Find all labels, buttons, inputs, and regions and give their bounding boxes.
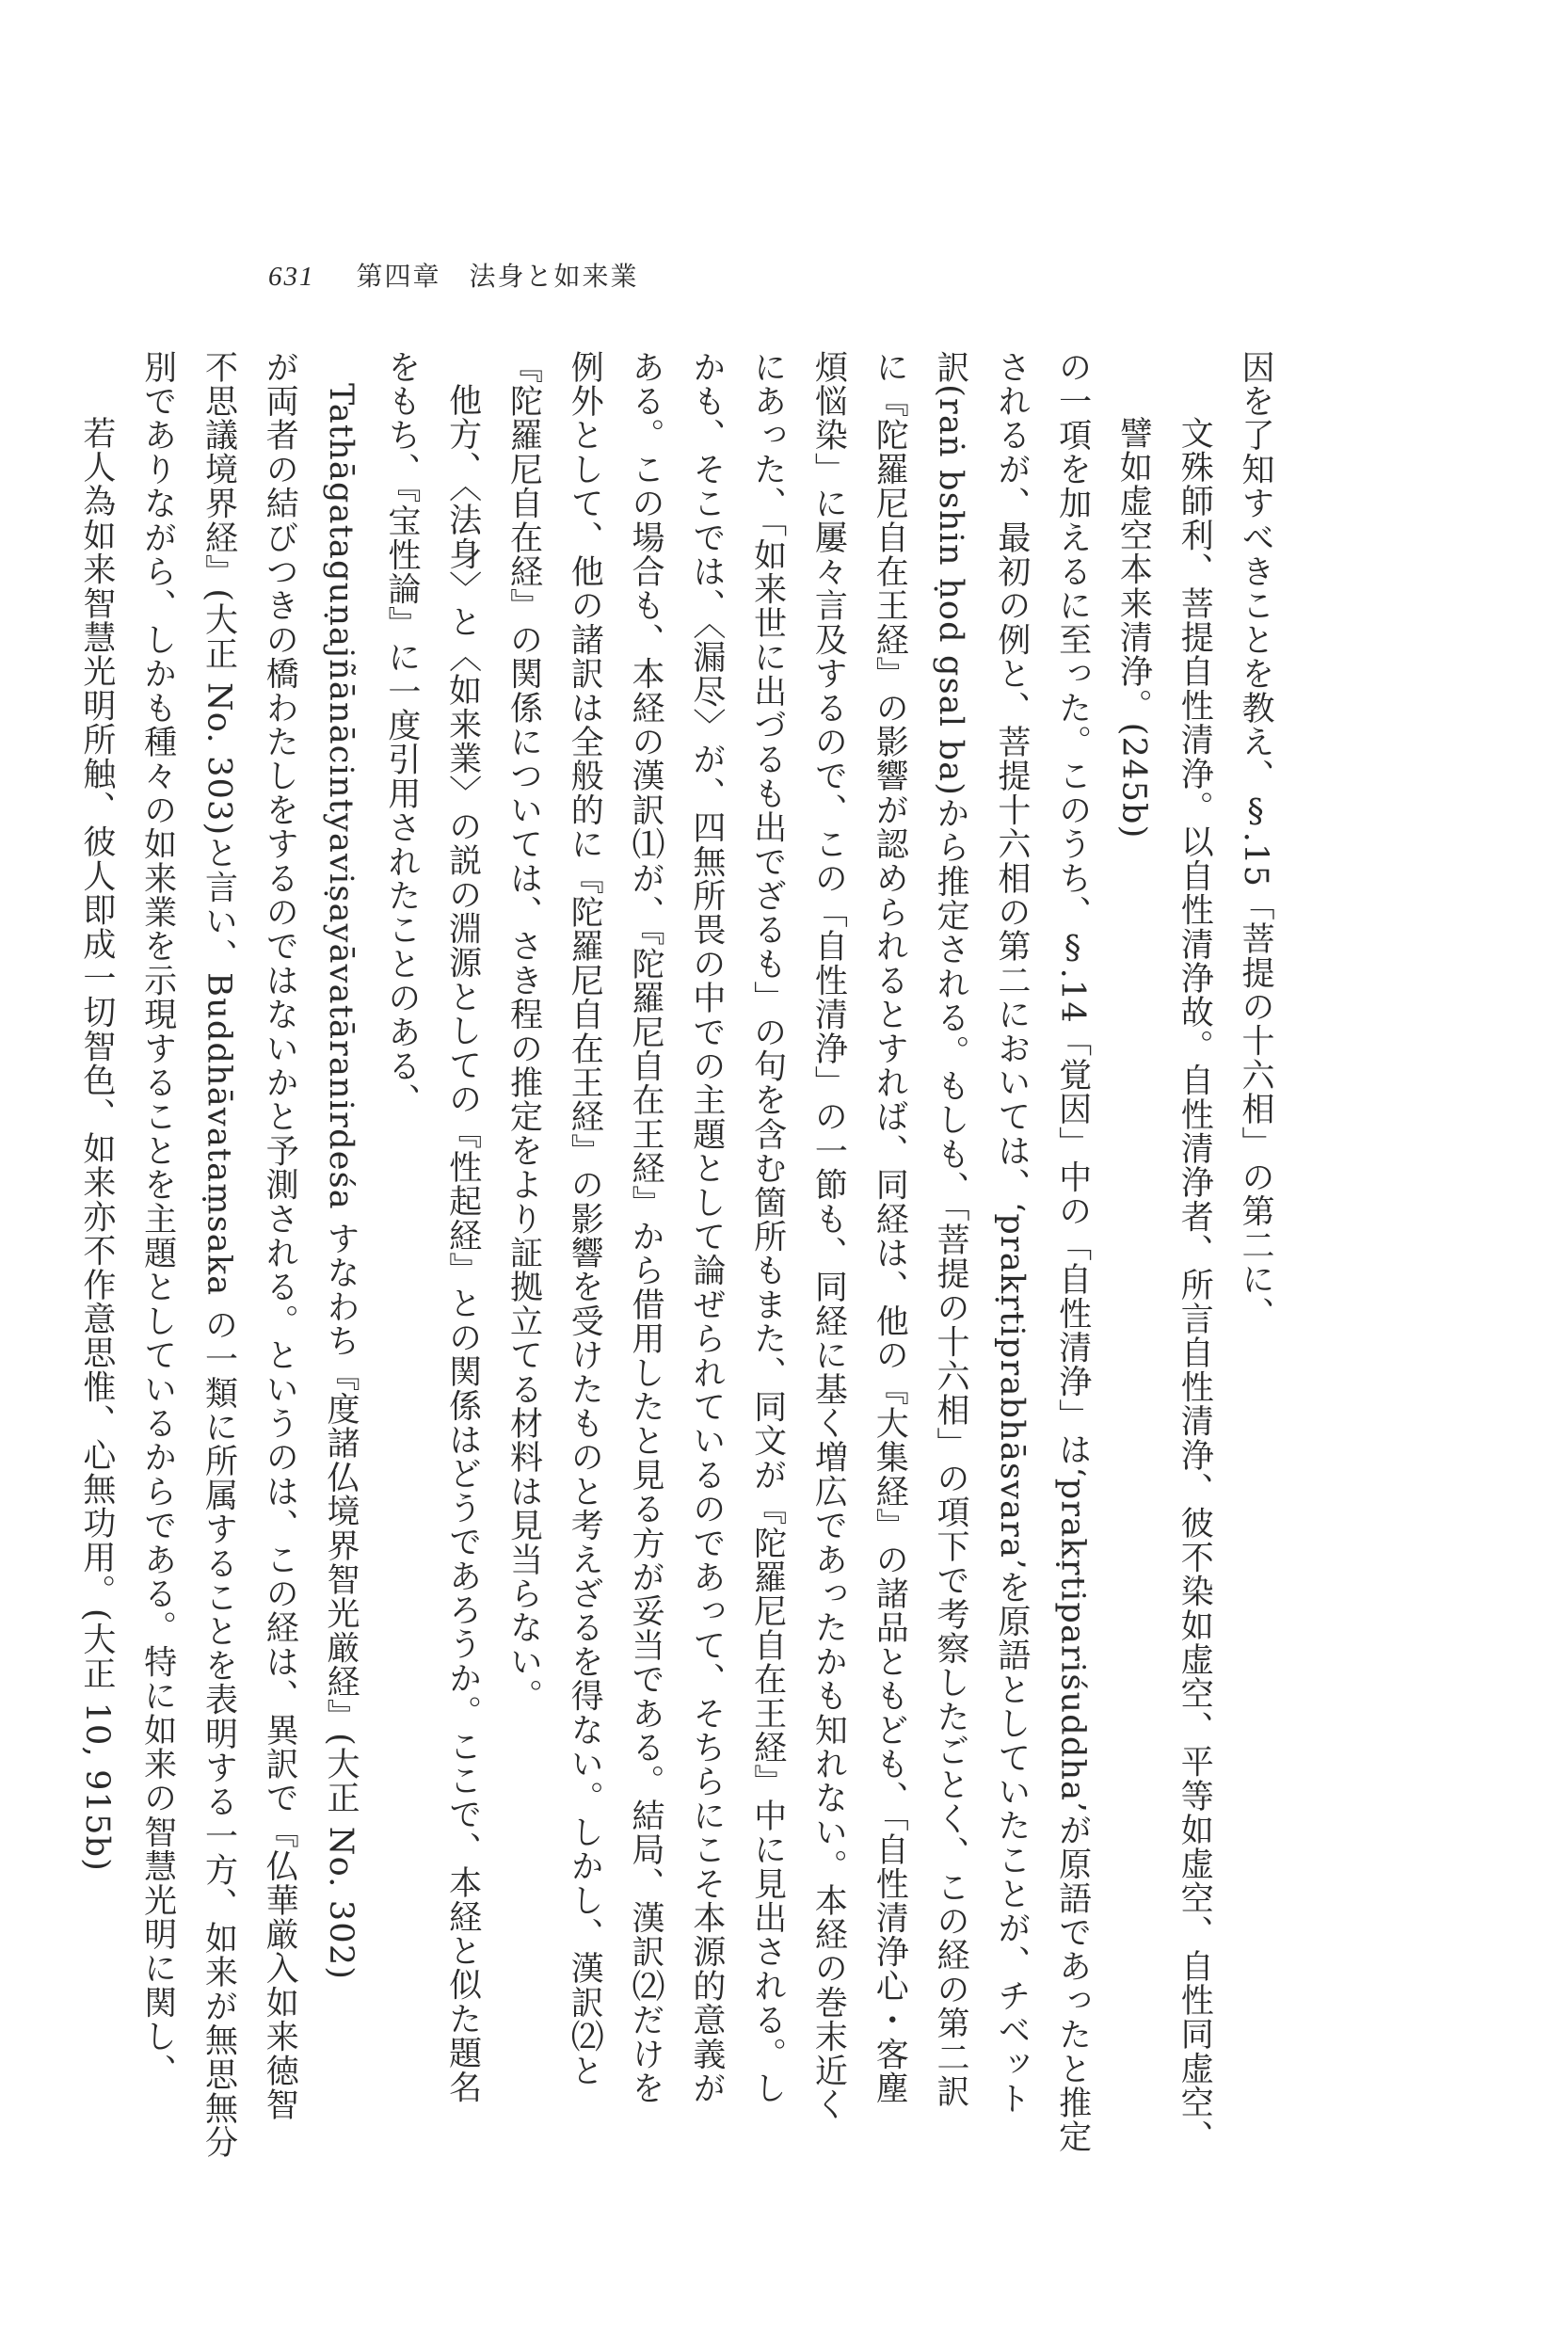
text-line: の一項を加えるに至った。このうち、§.14「覚因」中の「自性清浄」は‘prakṛtipariśuddha’が原語であったと推定: [1053, 350, 1092, 2154]
text-line: かも、そこでは、〈漏尽〉が、四無所畏の中での主題として論ぜられているのであって、そちらにこそ本源的意義が: [687, 350, 726, 2105]
text-line: 不思議境界経』(大正 No. 303)と言い、Buddhāvataṃsaka の一類に所属することを表明する一方、如来が無思無分: [200, 350, 238, 2160]
text-line: に『陀羅尼自在王経』の影響が認められるとすれば、同経は、他の『大集経』の諸品ともども、「自性清浄心・客塵: [871, 350, 909, 2105]
quoted-passage-line: 若人為如来智慧光明所触、彼人即成一切智色、如来亦不作意思惟、心無功用。(大正 10, 915b): [77, 416, 116, 1873]
text-line: 煩悩染」に屢々言及するので、この「自性清浄」の一節も、同経に基く増広であったかも知れない。本経の巻末近く: [809, 350, 848, 2122]
body-text: [66, 350, 1286, 2232]
text-line: 別でありながら、しかも種々の如来業を示現することを主題としているからである。特に如来の智慧光明に関し、: [138, 350, 177, 2088]
page-number: 631: [268, 262, 315, 292]
text-line: にあった、「如来世に出づるも出でざるも」の句を含む箇所もまた、同文が『陀羅尼自在王経』中に見出される。し: [748, 350, 787, 2105]
text-line: 他方、〈法身〉と〈如来業〉の説の淵源としての『性起経』との関係はどうであろうか。ここで、本経と似た題名: [443, 383, 482, 2104]
text-line: をもち、『宝性論』に一度引用されたことのある、: [382, 350, 421, 1118]
quoted-passage-line: 譬如虚空本来清浄。(245b): [1114, 416, 1153, 839]
text-line: が両者の結びつきの橋わたしをするのではないかと予測される。というのは、この経は、異訳で『仏華厳入如来徳智: [261, 350, 299, 2122]
text-line: 『陀羅尼自在経』の関係については、さき程の推定をより証拠立てる材料は見当らない。: [504, 350, 543, 1713]
text-line: ある。この場合も、本経の漢訳⑴が、『陀羅尼自在王経』から借用したと見る方が妥当である。結局、漢訳⑵だけを: [627, 350, 665, 2105]
quoted-passage-line: 文殊師利、菩提自性清浄。以自性清浄故。自性清浄者、所言自性清浄、彼不染如虚空、平等如虚空、自性同虚空、: [1176, 416, 1214, 2154]
text-line: 因を了知すべきことを教え、§.15「菩提の十六相」の第二に、: [1237, 350, 1274, 1331]
text-line: 例外として、他の諸訳は全般的に『陀羅尼自在王経』の影響を受けたものと考えざるを得ない。しかし、漢訳⑵と: [566, 350, 604, 2088]
text-line: Tathāgataguṇajñānācintyaviṣayāvatāranirdeśa すなわち『度諸仏境界智光厳経』(大正 No. 302): [322, 383, 360, 1981]
text-line: 訳(raṅ bshin ḥod gsal ba)から推定される。もしも、「菩提の十六相」の項下で考察したごとく、この経の第二訳: [932, 350, 970, 2109]
text-line: されるが、最初の例と、菩提十六相の第二においては、‘prakṛtiprabhāsvara’を原語としていたことが、チベット: [992, 350, 1031, 2116]
chapter-title: 第四章 法身と如来業: [356, 261, 639, 292]
